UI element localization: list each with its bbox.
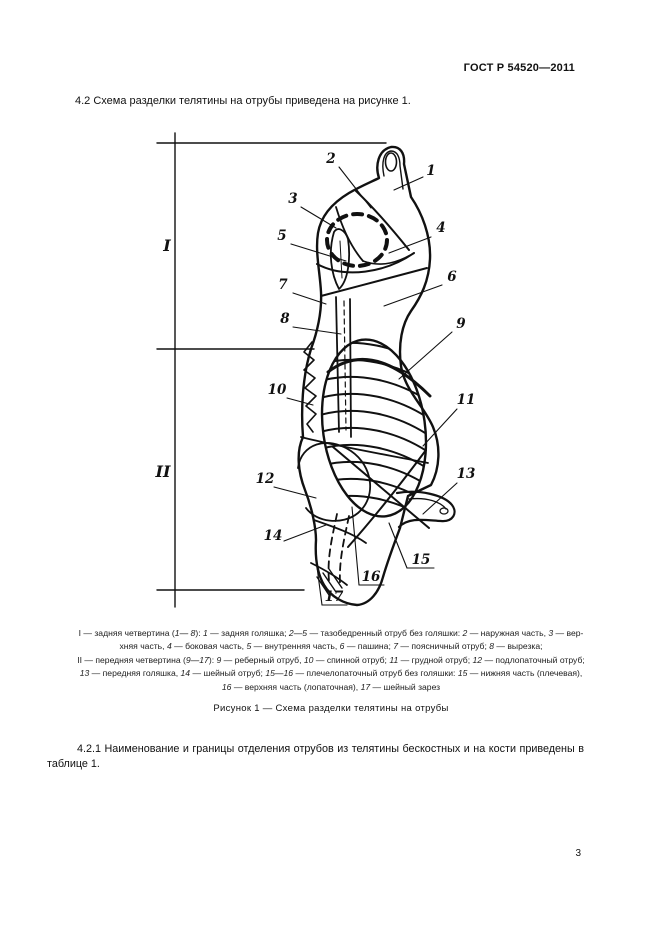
callout-3: 3 [288,191,298,207]
legend-line-2: хняя часть, 4 — боковая часть, 5 — внутренняя часть, 6 — пашина; 7 — поясничный отруб; 8 — вырезка; [119,641,543,652]
callout-leader-lines [274,167,457,605]
page-number: 3 [575,848,581,859]
hind-quarter-label: I [163,236,171,255]
callout-15: 15 [411,552,431,568]
callout-7: 7 [278,277,288,293]
figure-caption: Рисунок 1 — Схема разделки телятины на отрубы [213,703,449,714]
callout-11: 11 [456,392,476,408]
callout-16: 16 [361,569,381,585]
callout-4: 4 [436,220,446,236]
callout-6: 6 [447,269,457,285]
legend-line-3: II — передняя четвертина (9—17): 9 — реберный отруб, 10 — спинной отруб; 11 — грудной отруб; 12 — подлопаточный отруб; [77,654,585,665]
callout-17: 17 [324,589,344,605]
callout-9: 9 [456,316,466,332]
rib-cage [306,333,450,537]
callout-12: 12 [255,471,275,487]
hip-cut-lines [317,191,427,296]
figure-1-carcass-diagram [140,130,500,620]
callout-13: 13 [456,466,476,482]
legend-line-1: I — задняя четвертина (1— 8): 1 — задняя голяшка; 2—5 — тазобедренный отруб без голяшки: 2 — наружная часть, 3 — вер- [78,628,584,638]
legend-line-4: 13 — передняя голяшка, 14 — шейный отруб; 15—16 — плечелопаточный отруб без голяшки: 15 — нижняя часть (плечевая), [79,668,583,679]
callout-1: 1 [426,163,436,179]
front-quarter-label: II [155,462,171,481]
callout-5: 5 [277,228,287,244]
paragraph-4-2-1: 4.2.1 Наименование и границы отделения отрубов из телятины бескостных и на кости приведены в таблице 1. [47,743,584,770]
callout-8: 8 [280,311,290,327]
callout-2: 2 [326,151,336,167]
callout-10: 10 [267,382,287,398]
hook-hole [386,153,397,171]
figure-legend [38,627,624,694]
paragraph-4-2: 4.2 Схема разделки телятины на отрубы приведена на рисунке 1. [75,95,411,107]
legend-line-5: 16 — верхняя часть (лопаточная), 17 — шейный зарез [221,681,441,692]
callout-14: 14 [263,528,283,544]
document-standard-number: ГОСТ Р 54520—2011 [463,62,575,74]
